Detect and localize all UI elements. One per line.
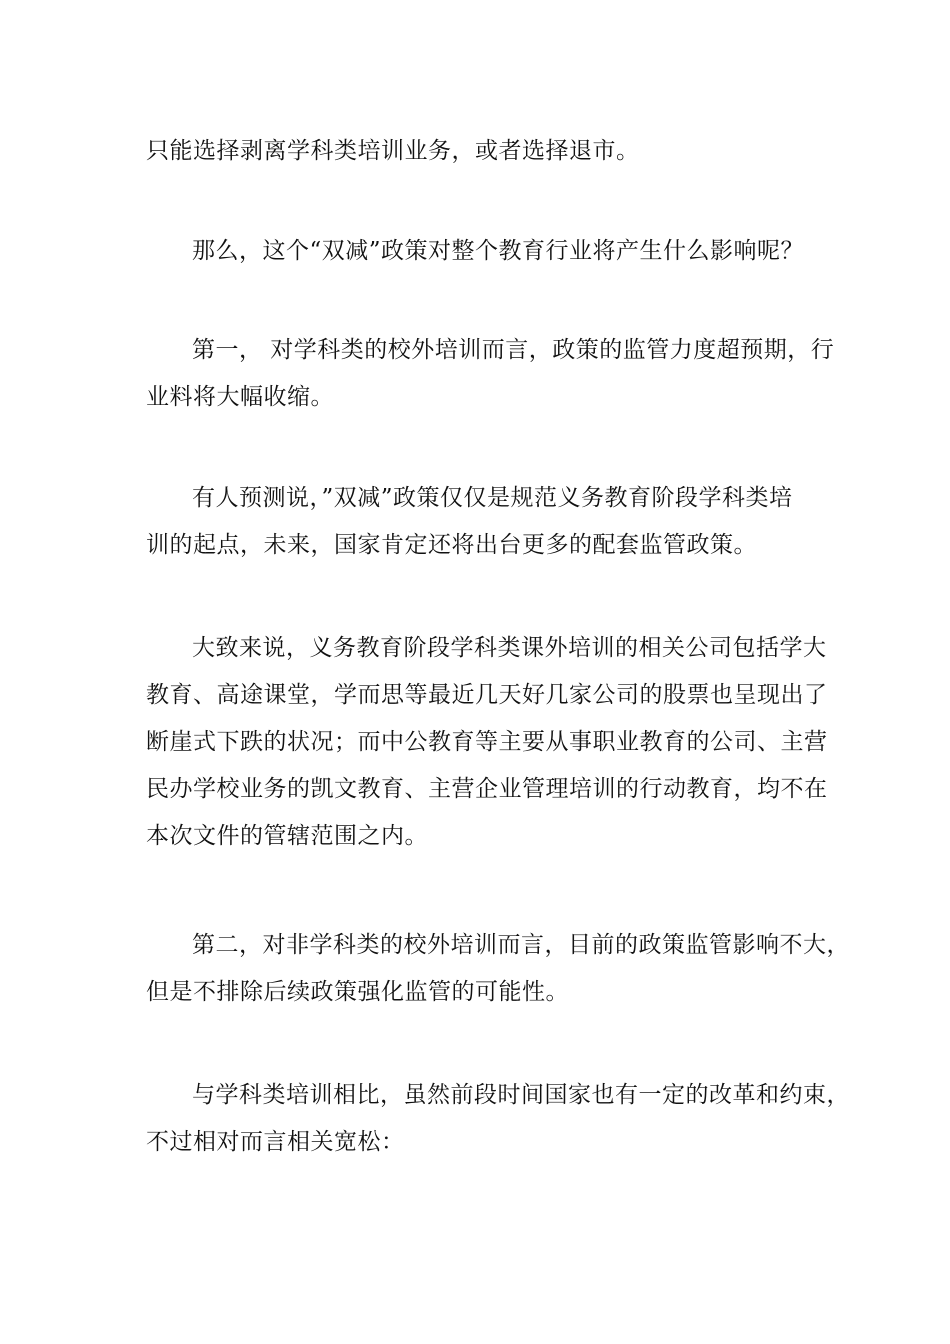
paragraph-line: 有人预测说，”双减”政策仅仅是规范义务教育阶段学科类培 <box>192 485 793 511</box>
paragraph-line: 本次文件的管辖范围之内。 <box>146 823 428 849</box>
paragraph-line: 教育、高途课堂，学而思等最近几天好几家公司的股票也呈现出了 <box>146 682 828 708</box>
paragraph-line: 民办学校业务的凯文教育、主营企业管理培训的行动教育，均不在 <box>146 776 828 802</box>
paragraph-line: 断崖式下跌的状况；而中公教育等主要从事职业教育的公司、主营 <box>146 729 828 755</box>
paragraph-2 <box>146 228 808 275</box>
paragraph-6 <box>146 922 850 1016</box>
paragraph-4 <box>146 475 808 569</box>
paragraph-5 <box>146 625 828 860</box>
paragraph-3 <box>146 327 835 421</box>
paragraph-line: 第一， 对学科类的校外培训而言，政策的监管力度超预期，行 <box>192 337 835 363</box>
paragraph-line: 大致来说，义务教育阶段学科类课外培训的相关公司包括学大 <box>192 635 827 661</box>
paragraph-line: 不过相对而言相关宽松： <box>146 1129 405 1155</box>
paragraph-7 <box>146 1072 850 1166</box>
paragraph-line: 与学科类培训相比，虽然前段时间国家也有一定的改革和约束， <box>192 1082 850 1108</box>
paragraph-line: 只能选择剥离学科类培训业务，或者选择退市。 <box>146 138 640 164</box>
paragraph-line: 训的起点，未来，国家肯定还将出台更多的配套监管政策。 <box>146 532 757 558</box>
paragraph-line: 业料将大幅收缩。 <box>146 384 334 410</box>
paragraph-1 <box>146 128 808 175</box>
paragraph-line: 但是不排除后续政策强化监管的可能性。 <box>146 979 569 1005</box>
paragraph-line: 那么，这个“双减”政策对整个教育行业将产生什么影响呢？ <box>192 238 805 264</box>
paragraph-line: 第二，对非学科类的校外培训而言，目前的政策监管影响不大， <box>192 932 850 958</box>
